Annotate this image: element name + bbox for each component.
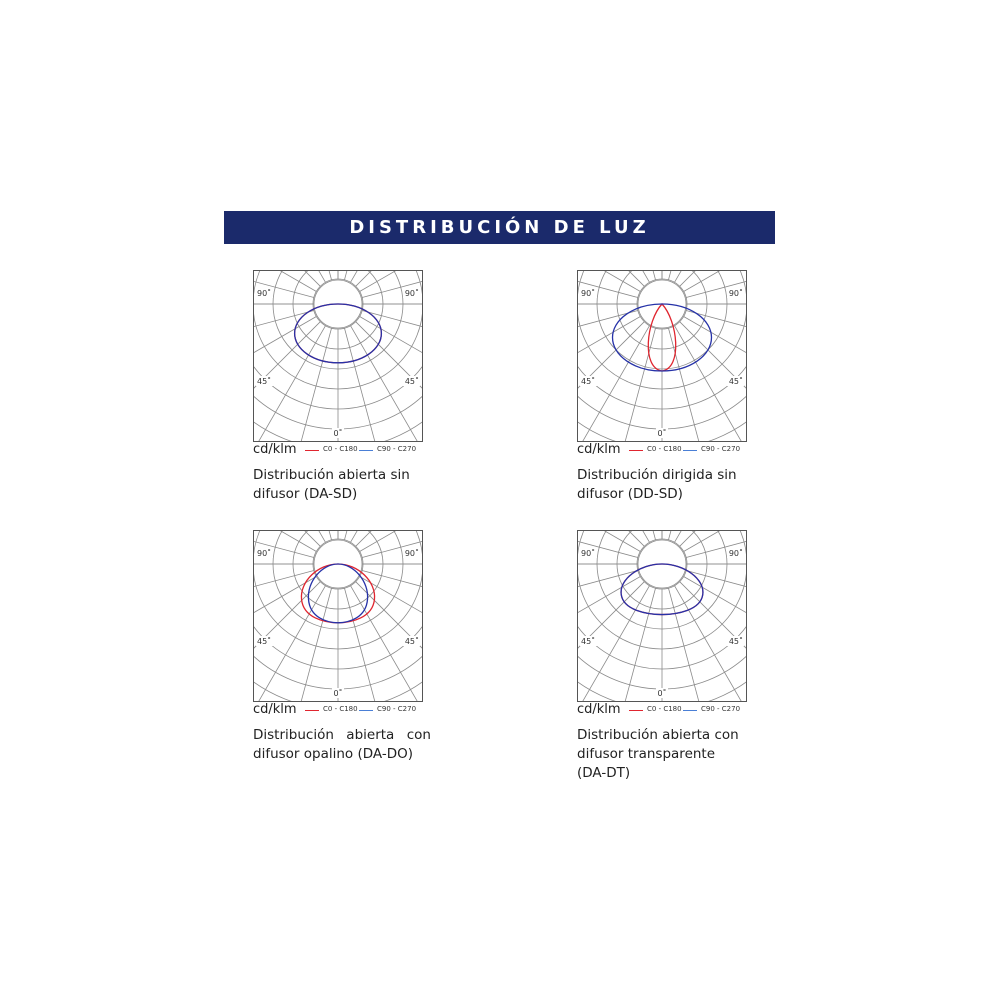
legend-label-c0: C0 - C180 xyxy=(647,445,682,453)
grid-spoke xyxy=(668,588,729,702)
polar-diagram xyxy=(577,270,747,442)
legend-swatch-c0 xyxy=(629,450,643,451)
polar-diagram xyxy=(253,530,423,702)
angle-label-top-right: 90˚ xyxy=(728,289,743,298)
grid-spoke xyxy=(271,588,332,702)
legend-swatch-c90 xyxy=(683,450,697,451)
legend xyxy=(253,442,513,458)
section-title: DISTRIBUCIÓN DE LUZ xyxy=(349,217,650,238)
chart-caption xyxy=(577,466,777,504)
polar-diagram xyxy=(577,530,747,702)
caption-line: (DA-DT) xyxy=(577,765,631,781)
angle-label-top-left: 90˚ xyxy=(257,289,272,298)
grid-spoke xyxy=(344,328,405,442)
angle-label-top-right: 90˚ xyxy=(728,549,743,558)
unit-label: cd/klm xyxy=(577,702,621,717)
grid-spoke xyxy=(577,577,640,695)
chart-panel-dd-sd xyxy=(577,270,837,570)
grid-spoke xyxy=(253,577,316,695)
grid-spoke xyxy=(684,317,747,435)
angle-label-mid-right: 45˚ xyxy=(404,637,419,646)
angle-label-mid-left: 45˚ xyxy=(257,637,272,646)
caption-line: Distribución abierta con xyxy=(253,727,431,743)
legend-swatch-c90 xyxy=(359,710,373,711)
angle-label-bottom: 0˚ xyxy=(657,689,667,698)
angle-label-bottom: 0˚ xyxy=(657,429,667,438)
angle-label-mid-right: 45˚ xyxy=(728,637,743,646)
caption-line: Distribución dirigida sin xyxy=(577,467,737,483)
legend-label-c0: C0 - C180 xyxy=(647,705,682,713)
angle-label-top-right: 90˚ xyxy=(404,549,419,558)
angle-label-top-left: 90˚ xyxy=(581,289,596,298)
chart-panel-da-do xyxy=(253,530,513,790)
angle-label-bottom: 0˚ xyxy=(333,429,343,438)
grid xyxy=(577,270,747,442)
legend-label-c90: C90 - C270 xyxy=(701,445,741,453)
unit-label: cd/klm xyxy=(577,442,621,457)
legend-label-c90: C90 - C270 xyxy=(701,705,741,713)
grid-spoke xyxy=(360,317,423,435)
caption-line: Distribución abierta sin xyxy=(253,467,410,483)
legend-label-c90: C90 - C270 xyxy=(377,445,417,453)
grid xyxy=(577,530,747,702)
caption-line: difusor (DD-SD) xyxy=(577,486,683,502)
legend-swatch-c0 xyxy=(305,710,319,711)
angle-label-mid-left: 45˚ xyxy=(581,637,596,646)
legend-swatch-c90 xyxy=(683,710,697,711)
unit-label: cd/klm xyxy=(253,442,297,457)
angle-label-top-left: 90˚ xyxy=(581,549,596,558)
chart-caption xyxy=(253,726,431,764)
grid-spoke xyxy=(668,328,729,442)
polar-diagram xyxy=(253,270,423,442)
section-header xyxy=(224,211,775,244)
legend xyxy=(577,442,837,458)
grid xyxy=(253,530,423,702)
angle-label-mid-right: 45˚ xyxy=(728,377,743,386)
angle-label-bottom: 0˚ xyxy=(333,689,343,698)
legend-swatch-c0 xyxy=(629,710,643,711)
legend-swatch-c90 xyxy=(359,450,373,451)
legend-label-c0: C0 - C180 xyxy=(323,705,358,713)
caption-line: difusor transparente xyxy=(577,746,716,762)
chart-caption xyxy=(253,466,453,504)
angle-label-mid-left: 45˚ xyxy=(257,377,272,386)
grid-spoke xyxy=(684,577,747,695)
grid-spoke xyxy=(344,588,405,702)
caption-line: difusor (DA-SD) xyxy=(253,486,358,502)
legend-swatch-c0 xyxy=(305,450,319,451)
grid-spoke xyxy=(271,328,332,442)
angle-label-top-left: 90˚ xyxy=(257,549,272,558)
grid-spoke xyxy=(360,577,423,695)
unit-label: cd/klm xyxy=(253,702,297,717)
angle-label-top-right: 90˚ xyxy=(404,289,419,298)
grid-spoke xyxy=(595,328,656,442)
caption-line: difusor opalino (DA-DO) xyxy=(253,746,413,762)
grid-spoke xyxy=(577,317,640,435)
grid-spoke xyxy=(595,588,656,702)
legend-label-c90: C90 - C270 xyxy=(377,705,417,713)
chart-panel-da-dt xyxy=(577,530,837,800)
angle-label-mid-right: 45˚ xyxy=(404,377,419,386)
legend-label-c0: C0 - C180 xyxy=(323,445,358,453)
grid xyxy=(253,270,423,442)
grid-spoke xyxy=(253,317,316,435)
legend xyxy=(577,702,837,718)
chart-caption xyxy=(577,726,777,783)
caption-line: Distribución abierta con xyxy=(577,727,739,743)
legend xyxy=(253,702,513,718)
angle-label-mid-left: 45˚ xyxy=(581,377,596,386)
chart-panel-da-sd xyxy=(253,270,513,570)
